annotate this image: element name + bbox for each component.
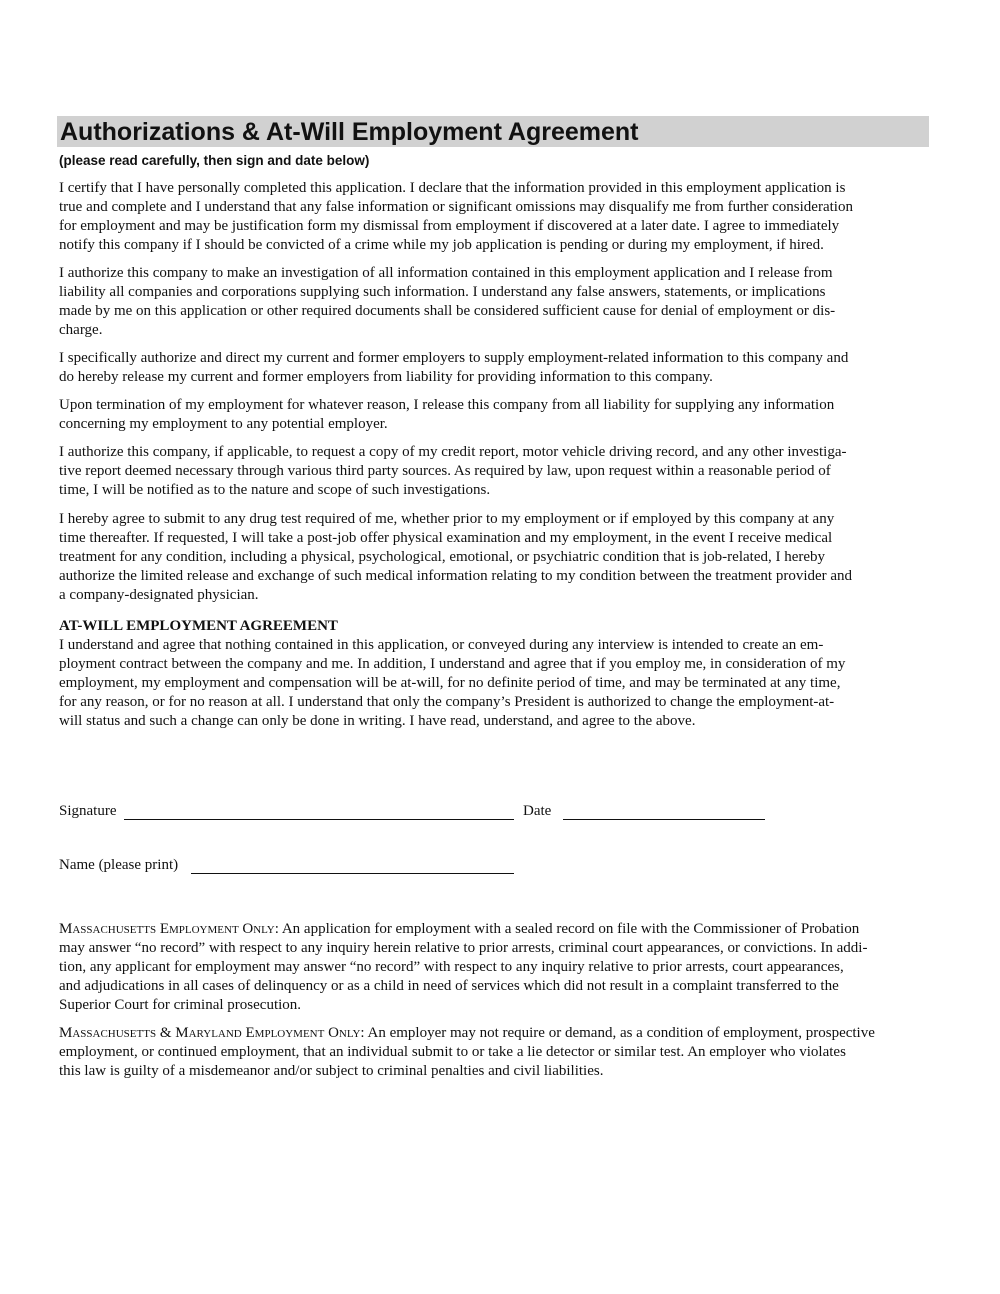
text-line: concerning my employment to any potential employer.: [59, 416, 388, 432]
text-line: notify this company if I should be convicted of a crime while my job application is pending or during my employment, if hired.: [59, 237, 824, 253]
text-line: [59, 920, 941, 939]
text-line: I specifically authorize and direct my current and former employers to supply employment-related information to this company and: [59, 350, 849, 366]
text-line: true and complete and I understand that any false information or significant omissions may disqualify me from further consideration: [59, 199, 853, 215]
text-line: a company-designated physician.: [59, 587, 259, 603]
date-label: Date: [523, 803, 552, 819]
text-line: Superior Court for criminal prosecution.: [59, 997, 302, 1013]
text-line: I understand and agree that nothing contained in this application, or conveyed during any interview is intended to create an em-: [59, 637, 824, 653]
text-line: I authorize this company, if applicable, to request a copy of my credit report, motor vehicle driving record, and any other investiga-: [59, 444, 847, 460]
name-label: Name (please print): [59, 857, 179, 873]
text-line: tive report deemed necessary through various third party sources. As required by law, upon request within a reasonable period of: [59, 463, 831, 479]
notice-massachusetts: [59, 920, 941, 1015]
text-line: employment, my employment and compensation will be at-will, for no definite period of time, and may be terminated at any time,: [59, 675, 841, 691]
text-line: do hereby release my current and former employers from liability for providing information to this company.: [59, 369, 713, 385]
date-field[interactable]: [563, 819, 765, 820]
name-field[interactable]: [191, 873, 514, 874]
text-line: this law is guilty of a misdemeanor and/or subject to criminal penalties and civil liabilities.: [59, 1063, 604, 1079]
text-line: I authorize this company to make an investigation of all information contained in this employment application and I release from: [59, 265, 833, 281]
paragraph-drug-test: [59, 510, 929, 605]
text-line: time thereafter. If requested, I will take a post-job offer physical examination and my employment, in the event I receive medical: [59, 530, 833, 546]
text-line: I certify that I have personally completed this application. I declare that the information provided in this employment application is: [59, 180, 846, 196]
text-line: made by me on this application or other required documents shall be considered sufficient cause for denial of employment or dis-: [59, 303, 836, 319]
page-title: Authorizations & At-Will Employment Agreement: [60, 118, 639, 146]
text-line: employment, or continued employment, that an individual submit to or take a lie detector or similar test. An employer who violates: [59, 1044, 846, 1060]
text-line: liability all companies and corporations supplying such information. I understand any false answers, statements, or implications: [59, 284, 826, 300]
text-line: will status and such a change can only be done in writing. I have read, understand, and agree to the above.: [59, 713, 696, 729]
text-line: treatment for any condition, including a physical, psychological, emotional, or psychiatric condition that is job-related, I hereby: [59, 549, 826, 565]
paragraph-certification: [59, 179, 929, 255]
text-line: may answer “no record” with respect to any inquiry herein relative to prior arrests, criminal court appearances, or convictions. In addi-: [59, 940, 868, 956]
text-line: time, I will be notified as to the nature and scope of such investigations.: [59, 482, 491, 498]
paragraph-employers: [59, 349, 929, 387]
text-line: for any reason, or for no reason at all. I understand that only the company’s President is authorized to change the employment-at-: [59, 694, 835, 710]
text-line: Upon termination of my employment for whatever reason, I release this company from all liability for supplying any information: [59, 397, 835, 413]
notice-mass-maryland: [59, 1024, 941, 1081]
notice-label: Massachusetts Employment Only:: [59, 921, 279, 937]
text-line: ployment contract between the company and me. In addition, I understand and agree that if you employ me, in consideration of my: [59, 656, 846, 672]
text-line: I hereby agree to submit to any drug test required of me, whether prior to my employment or if employed by this company at any: [59, 511, 835, 527]
signature-field[interactable]: [124, 819, 514, 820]
paragraph-credit-report: [59, 443, 929, 500]
title-bar: [57, 116, 929, 147]
text-line: authorize the limited release and exchange of such medical information relating to my condition between the treatment provider and: [59, 568, 853, 584]
at-will-heading: AT-WILL EMPLOYMENT AGREEMENT: [59, 618, 338, 634]
notice-text: An employer may not require or demand, as a condition of employment, prospective: [364, 1025, 875, 1041]
text-line: tion, any applicant for employment may answer “no record” with respect to any inquiry relative to prior arrests, court appearances,: [59, 959, 844, 975]
notice-text: An application for employment with a sealed record on file with the Commissioner of Probation: [278, 921, 860, 937]
paragraph-investigation: [59, 264, 929, 340]
text-line: for employment and may be justification form my dismissal from employment if discovered at a later date. I agree to immediately: [59, 218, 840, 234]
page-subtitle: (please read carefully, then sign and date below): [59, 153, 370, 168]
paragraph-termination: [59, 396, 929, 434]
text-line: and adjudications in all cases of delinquency or as a child in need of services which did not result in a complaint transferred to the: [59, 978, 839, 994]
notice-label: Massachusetts & Maryland Employment Only:: [59, 1025, 365, 1041]
text-line: [59, 1024, 941, 1043]
text-line: charge.: [59, 322, 103, 338]
signature-label: Signature: [59, 803, 117, 819]
paragraph-at-will: [59, 636, 929, 731]
